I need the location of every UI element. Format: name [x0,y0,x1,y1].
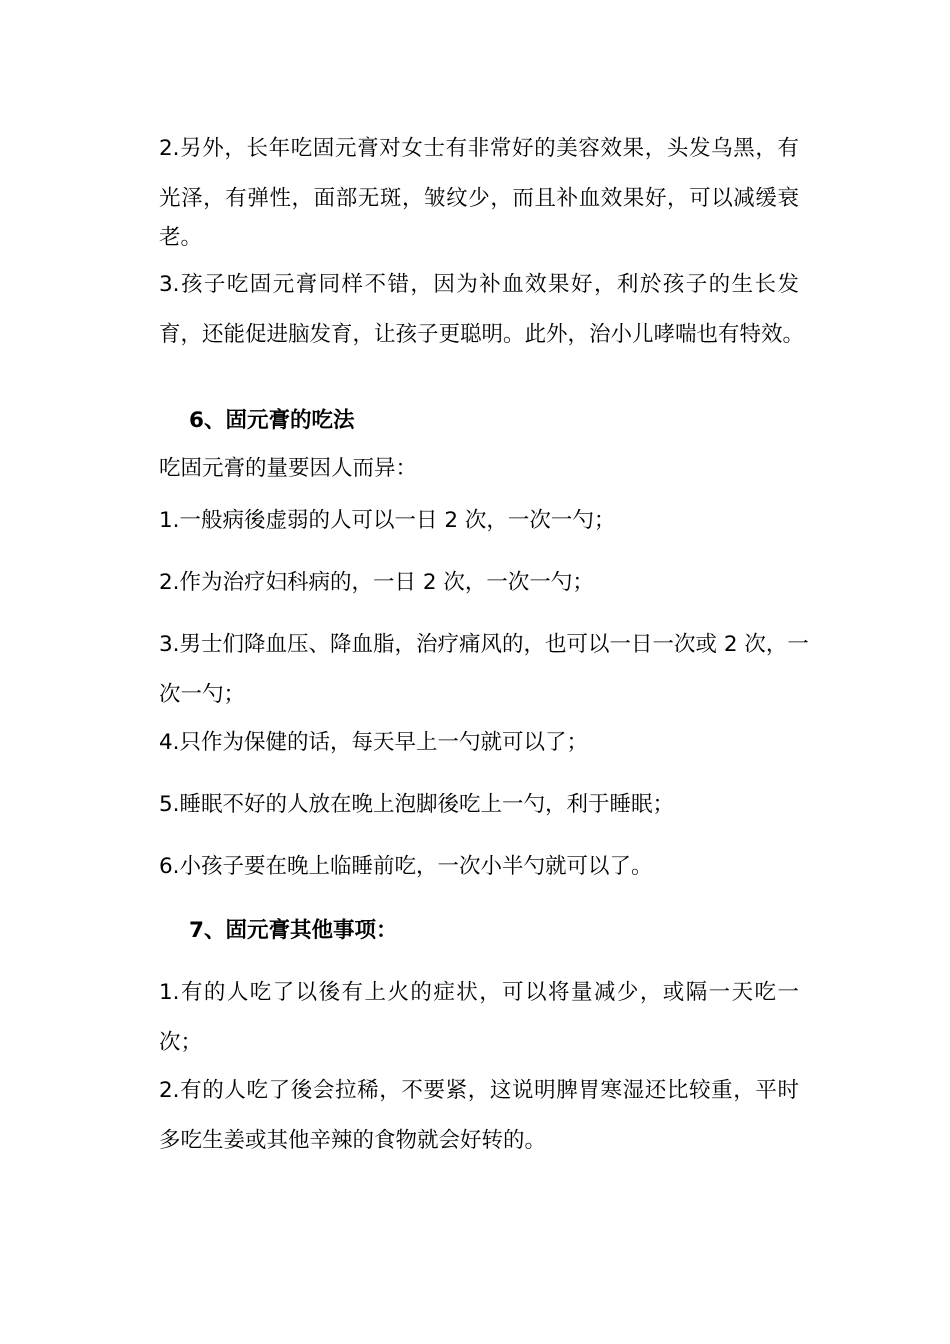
paragraph-line: 育，还能促进脑发育，让孩子更聪明。此外，治小儿哮喘也有特效。 [159,322,805,347]
paragraph-line: 老。 [159,225,203,250]
list-item: 5.睡眠不好的人放在晚上泡脚後吃上一勺，利于睡眠； [159,792,675,817]
list-item: 4.只作为保健的话，每天早上一勺就可以了； [159,730,589,755]
paragraph-line: 2.另外，长年吃固元膏对女士有非常好的美容效果，头发乌黑，有 [159,136,799,161]
section-heading: 6、固元膏的吃法 [189,408,355,433]
list-item-continuation: 次； [159,1030,203,1055]
list-item: 2.作为治疗妇科病的，一日 2 次，一次一勺； [159,570,594,595]
list-item: 6.小孩子要在晚上临睡前吃，一次小半勺就可以了。 [159,854,653,879]
paragraph-line: 吃固元膏的量要因人而异： [159,456,418,481]
list-item: 2.有的人吃了後会拉稀，不要紧，这说明脾胃寒湿还比较重，平时 [159,1078,799,1103]
list-item-continuation: 多吃生姜或其他辛辣的食物就会好转的。 [159,1128,547,1153]
paragraph-line: 光泽，有弹性，面部无斑，皱纹少，而且补血效果好，可以减缓衰 [159,186,799,211]
list-item: 1.一般病後虚弱的人可以一日 2 次，一次一勺； [159,508,616,533]
list-item-continuation: 次一勺； [159,682,246,707]
list-item: 1.有的人吃了以後有上火的症状，可以将量减少，或隔一天吃一 [159,980,799,1005]
paragraph-line: 3.孩子吃固元膏同样不错，因为补血效果好，利於孩子的生长发 [159,272,799,297]
list-item: 3.男士们降血压、降血脂，治疗痛风的，也可以一日一次或 2 次，一 [159,632,809,657]
section-heading: 7、固元膏其他事项： [189,918,398,943]
